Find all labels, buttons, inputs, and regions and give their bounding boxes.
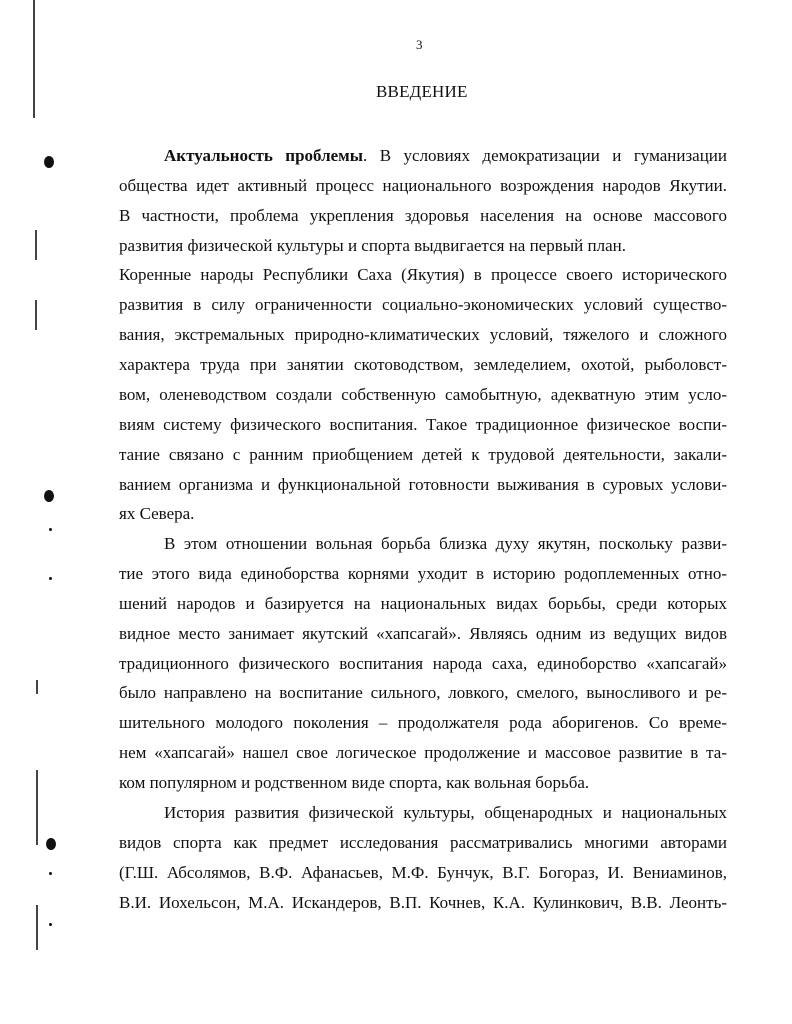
paragraph-line: вания, экстремальных природно-климатических условий, тяжелого и сложного — [119, 325, 727, 344]
scan-margin-dot — [49, 577, 52, 580]
scan-margin-line — [36, 680, 38, 694]
paragraph-line: виям систему физического воспитания. Такое традиционное физическое воспи- — [119, 415, 727, 434]
paragraph-line: нем «хапсагай» нашел свое логическое продолжение и массовое развитие в та- — [119, 743, 727, 762]
paragraph-line: развития физической культуры и спорта выдвигается на первый план. — [119, 236, 626, 255]
paragraph-line: видное место занимает якутский «хапсагай». Являясь одним из ведущих видов — [119, 624, 727, 643]
lead-rest: . В условиях демократизации и гуманизации — [363, 146, 728, 165]
paragraph-line: В.И. Иохельсон, М.А. Искандеров, В.П. Кочнев, К.А. Кулинкович, В.В. Леонть- — [119, 893, 727, 912]
page-title: ВВЕДЕНИЕ — [376, 82, 468, 101]
scan-margin-line — [35, 230, 37, 260]
paragraph-line: ях Севера. — [119, 504, 195, 523]
scan-margin-dot — [46, 838, 56, 850]
scan-margin-dot — [49, 923, 52, 926]
paragraph-line: видов спорта как предмет исследования рассматривались многими авторами — [119, 833, 727, 852]
paragraph-line: тие этого вида единоборства корнями уходит в историю родоплеменных отно- — [119, 564, 727, 583]
paragraph-line — [164, 146, 727, 166]
scan-margin-dot — [49, 872, 52, 875]
paragraph-line: характера труда при занятии скотоводством, земледелием, охотой, рыболовст- — [119, 355, 727, 374]
paragraph-line: общества идет активный процесс национального возрождения народов Якутии. — [119, 176, 727, 195]
scan-margin-dot — [44, 490, 54, 502]
paragraph-line: шительного молодого поколения – продолжателя рода аборигенов. Со време- — [119, 713, 727, 732]
paragraph-line: Коренные народы Республики Саха (Якутия) в процессе своего исторического — [119, 265, 727, 284]
paragraph-line: тание связано с ранним приобщением детей к трудовой деятельности, закали- — [119, 445, 727, 464]
paragraph-line: История развития физической культуры, общенародных и национальных — [164, 803, 727, 822]
scan-margin-dot — [49, 528, 52, 531]
scan-margin-line — [36, 905, 38, 950]
paragraph-line: было направлено на воспитание сильного, ловкого, смелого, выносливого и ре- — [119, 683, 727, 702]
paragraph-line: вом, оленеводством создали собственную самобытную, адекватную этим усло- — [119, 385, 727, 404]
paragraph-line: В частности, проблема укрепления здоровья населения на основе массового — [119, 206, 727, 225]
page-number: 3 — [416, 37, 423, 52]
scan-margin-line — [36, 770, 38, 845]
paragraph-line: традиционного физического воспитания народа саха, единоборство «хапсагай» — [119, 654, 727, 673]
paragraph-line: (Г.Ш. Абсолямов, В.Ф. Афанасьев, М.Ф. Бунчук, В.Г. Богораз, И. Вениаминов, — [119, 863, 727, 882]
paragraph-line: ком популярном и родственном виде спорта, как вольная борьба. — [119, 773, 590, 792]
scan-margin-dot — [44, 156, 54, 168]
paragraph-line: В этом отношении вольная борьба близка духу якутян, поскольку разви- — [164, 534, 727, 553]
scan-margin-line — [33, 0, 35, 118]
paragraph-line: развития в силу ограниченности социально-экономических условий существо- — [119, 295, 727, 314]
paragraph-line: ванием организма и функциональной готовности выживания в суровых услови- — [119, 475, 727, 494]
scan-margin-line — [35, 300, 37, 330]
lead-term: Актуальность проблемы — [164, 146, 364, 165]
paragraph-line: шений народов и базируется на национальных видах борьбы, среди которых — [119, 594, 727, 613]
